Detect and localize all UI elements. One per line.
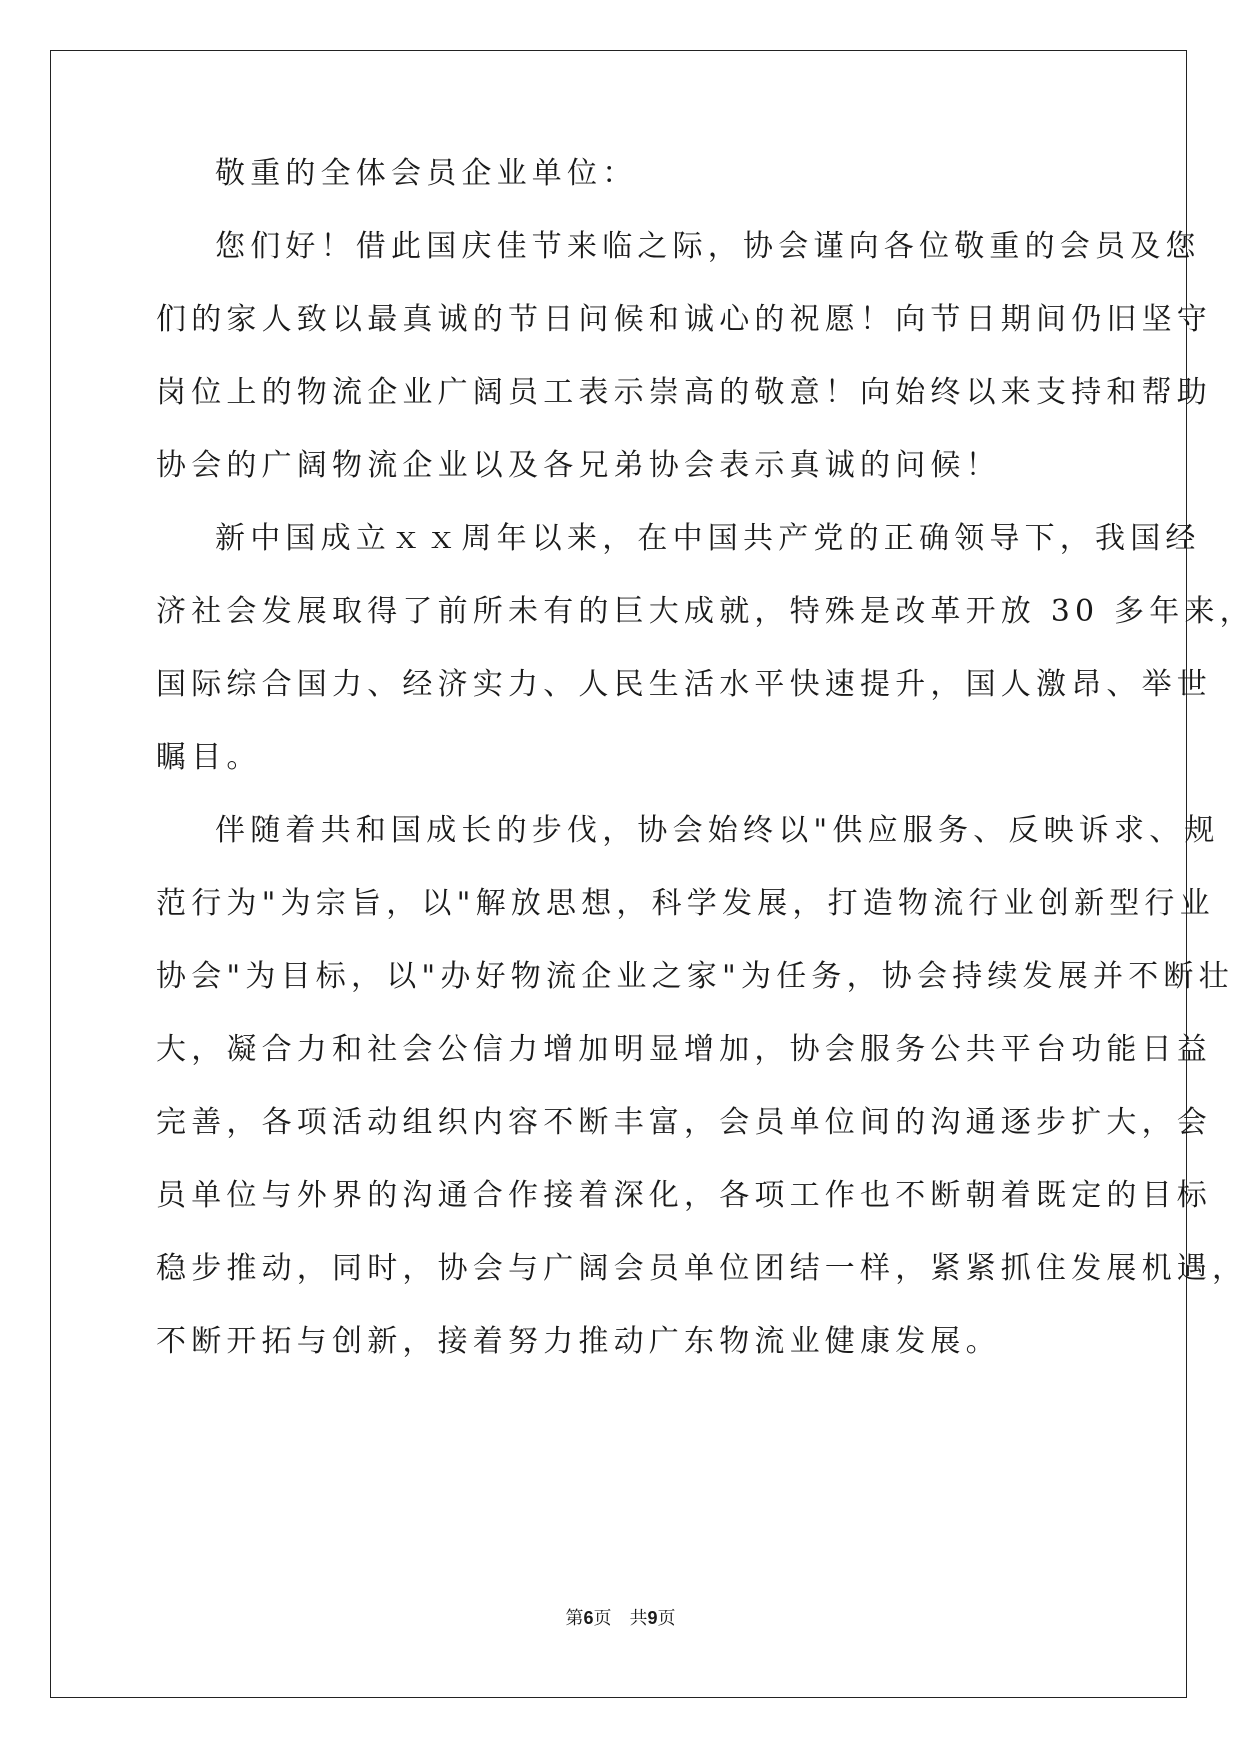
- paragraph-line: 大，凝合力和社会公信力增加明显增加，协会服务公共平台功能日益: [156, 1032, 1212, 1067]
- paragraph-line: 协会"为目标，以"办好物流企业之家"为任务，协会持续发展并不断壮: [156, 959, 1234, 994]
- footer-suffix: 页: [657, 1608, 676, 1629]
- paragraph-line: 范行为"为宗旨，以"解放思想，科学发展，打造物流行业创新型行业: [156, 886, 1215, 921]
- paragraph-line: 不断开拓与创新，接着努力推动广东物流业健康发展。: [156, 1324, 1001, 1359]
- paragraph-line: 稳步推动，同时，协会与广阔会员单位团结一样，紧紧抓住发展机遇，: [156, 1251, 1248, 1286]
- total-page-number: 9: [647, 1608, 658, 1628]
- footer-prefix: 第: [565, 1608, 584, 1629]
- footer-middle: 页 共: [593, 1608, 648, 1629]
- salutation: 敬重的全体会员企业单位：: [215, 156, 638, 191]
- paragraph-line: 完善，各项活动组织内容不断丰富，会员单位间的沟通逐步扩大，会: [156, 1105, 1212, 1140]
- paragraph-line: 您们好！借此国庆佳节来临之际，协会谨向各位敬重的会员及您: [215, 229, 1201, 264]
- paragraph-line: 协会的广阔物流企业以及各兄弟协会表示真诚的问候！: [156, 448, 1001, 483]
- paragraph-line: 济社会发展取得了前所未有的巨大成就，特殊是改革开放 30 多年来，: [156, 594, 1255, 629]
- paragraph-line: 伴随着共和国成长的步伐，协会始终以"供应服务、反映诉求、规: [215, 813, 1220, 848]
- paragraph-line: 瞩目。: [156, 740, 262, 775]
- paragraph-line: 员单位与外界的沟通合作接着深化，各项工作也不断朝着既定的目标: [156, 1178, 1212, 1213]
- current-page-number: 6: [583, 1608, 594, 1628]
- paragraph-line: 们的家人致以最真诚的节日问候和诚心的祝愿！向节日期间仍旧坚守: [156, 302, 1212, 337]
- paragraph-line: 新中国成立ｘｘ周年以来，在中国共产党的正确领导下，我国经: [215, 521, 1201, 556]
- page-border: [50, 50, 1255, 1698]
- paragraph-line: 岗位上的物流企业广阔员工表示崇高的敬意！向始终以来支持和帮助: [156, 375, 1212, 410]
- paragraph-line: 国际综合国力、经济实力、人民生活水平快速提升，国人激昂、举世: [156, 667, 1212, 702]
- page-footer: [0, 1607, 1241, 1630]
